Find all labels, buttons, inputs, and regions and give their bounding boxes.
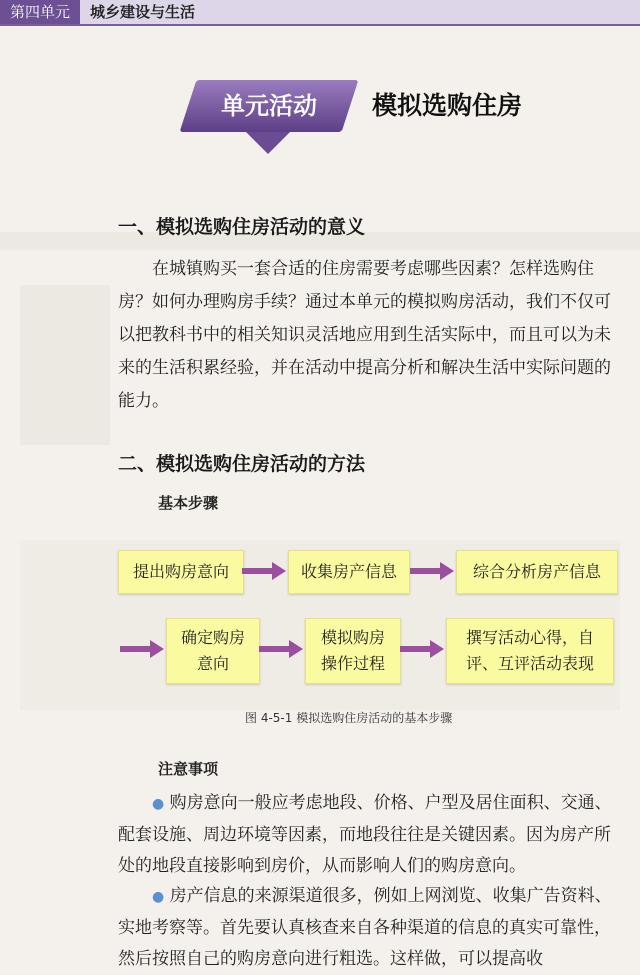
step-analyze-info: 综合分析房产信息	[456, 550, 618, 594]
unit-subtitle: 城乡建设与生活	[90, 3, 196, 21]
arrow-right-icon	[410, 560, 456, 582]
notes-title: 注意事项	[158, 760, 219, 778]
unit-label: 第四单元	[0, 0, 80, 24]
note-paragraph-intent: ● 购房意向一般应考虑地段、价格、户型及居住面积、交通、配套设施、周边环境等因素，而地段往往是关键因素。因为房产所处的地段直接影响到房价，从而影响人们的购房意向。	[118, 793, 612, 876]
section-heading-meaning: 一、模拟选购住房活动的意义	[118, 216, 366, 238]
background-ghost	[20, 285, 110, 445]
activity-banner-label: 单元活动	[221, 92, 317, 120]
section-paragraph-meaning: 在城镇购买一套合适的住房需要考虑哪些因素？怎样选购住房？如何办理购房手续？通过本单元的模拟购房活动，我们不仅可以把教科书中的相关知识灵活地应用到生活实际中，而且可以为未来的生活积累经验，并在活动中提高分析和解决生活中实际问题的能力。	[118, 259, 611, 411]
arrow-right-icon	[120, 638, 166, 660]
section-heading-method: 二、模拟选购住房活动的方法	[118, 453, 366, 475]
step-collect-info: 收集房产信息	[288, 550, 410, 594]
arrow-right-icon	[400, 638, 446, 660]
page-title: 模拟选购住房	[372, 91, 523, 120]
page-header	[0, 0, 640, 26]
step-write-reflection: 撰写活动心得，自 评、互评活动表现	[446, 618, 614, 684]
arrow-right-icon	[242, 560, 288, 582]
banner-pointer	[246, 132, 290, 154]
arrow-right-icon	[259, 638, 305, 660]
bullet-icon: ●	[152, 889, 165, 905]
note-paragraph-sources: ● 房产信息的来源渠道很多，例如上网浏览、收集广告资料、实地考察等。首先要认真核查来自各种渠道的信息的真实可靠性，然后按照自己的购房意向进行粗选。这样做，可以提高收	[118, 886, 612, 969]
step-propose-intent: 提出购房意向	[118, 550, 244, 594]
bullet-icon: ●	[152, 796, 165, 812]
basic-steps-label: 基本步骤	[158, 494, 219, 512]
figure-caption: 图 4-5-1 模拟选购住房活动的基本步骤	[245, 711, 453, 725]
step-confirm-intent: 确定购房 意向	[166, 618, 260, 684]
step-simulate-purchase: 模拟购房 操作过程	[305, 618, 401, 684]
